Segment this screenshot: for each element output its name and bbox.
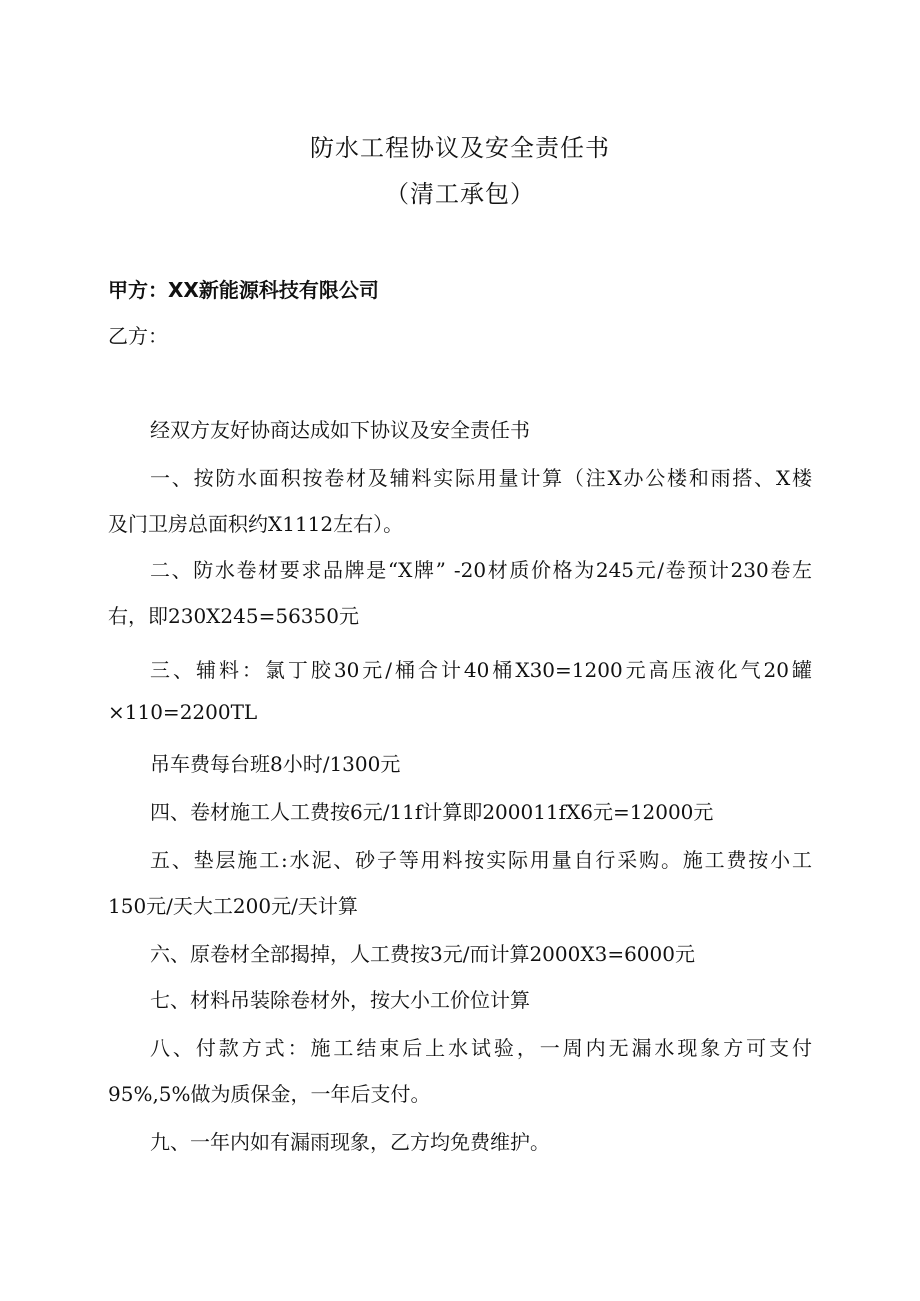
clause-8-line-2: 95%,5%做为质保金，一年后支付。 <box>108 1082 431 1106</box>
clause-3-line-2: ×110=2200TL <box>108 700 258 724</box>
party-b: 乙方： <box>108 324 168 348</box>
clause-2-line-2: 右，即230X245=56350元 <box>108 604 359 628</box>
clause-5-line-1: 五、垫层施工:水泥、砂子等用料按实际用量自行采购。施工费按小工 <box>150 848 812 872</box>
clause-3-line-3: 吊车费每台班8小时/1300元 <box>150 752 401 776</box>
clause-2-line-1: 二、防水卷材要求品牌是“X牌” -20材质价格为245元/卷预计230卷左 <box>150 558 812 582</box>
clause-9: 九、一年内如有漏雨现象，乙方均免费维护。 <box>150 1130 550 1154</box>
party-a: 甲方：XX新能源科技有限公司 <box>108 278 379 302</box>
intro-text: 经双方友好协商达成如下协议及安全责任书 <box>150 418 530 442</box>
clause-7: 七、材料吊装除卷材外，按大小工价位计算 <box>150 988 530 1012</box>
clause-1-line-1: 一、按防水面积按卷材及辅料实际用量计算（注X办公楼和雨搭、X楼 <box>150 466 812 490</box>
clause-3-line-1: 三、辅料：氯丁胶30元/桶合计40桶X30=1200元高压液化气20罐 <box>150 658 812 682</box>
clause-1-line-2: 及门卫房总面积约X1112左右）。 <box>108 512 404 536</box>
clause-5-line-2: 150元/天大工200元/天计算 <box>108 894 358 918</box>
document-subtitle: （清工承包） <box>385 180 535 208</box>
document-title: 防水工程协议及安全责任书 <box>310 134 610 162</box>
clause-8-line-1: 八、付款方式：施工结束后上水试验，一周内无漏水现象方可支付 <box>150 1036 812 1060</box>
clause-6: 六、原卷材全部揭掉，人工费按3元/而计算2000X3=6000元 <box>150 942 695 966</box>
clause-4: 四、卷材施工人工费按6元/11f计算即200011fX6元=12000元 <box>150 800 714 824</box>
